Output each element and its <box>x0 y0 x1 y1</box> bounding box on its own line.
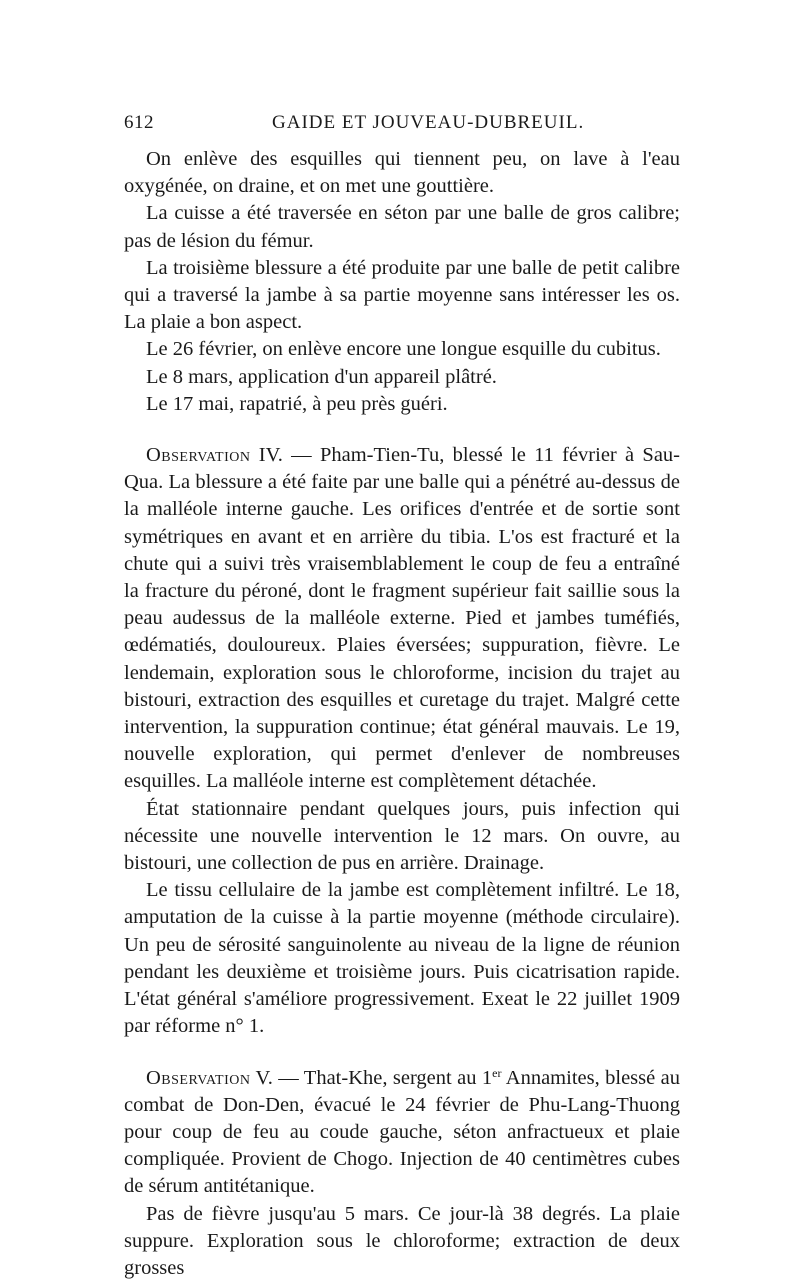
observation-label: Observation <box>146 444 251 467</box>
paragraph: On enlève des esquilles qui tiennent peu, on lave à l'eau oxygénée, on draine, et on met une gouttière. <box>124 148 680 198</box>
paragraph: La cuisse a été traversée en séton par une balle de gros calibre; pas de lésion du fémur. <box>124 202 680 252</box>
observation-v-text-end: Annamites, blessé au combat de Don-Den, évacué le 24 février de Phu-Lang-Thuong pour coup de feu au coude gauche, séton anfractueux et plaie compliquée. Provient de Chogo. Injection de 40 centimètres cubes de sérum antitétanique. <box>124 1066 680 1198</box>
paragraph: Le tissu cellulaire de la jambe est complètement infiltré. Le 18, amputation de la cuisse à la partie moyenne (méthode circulaire). Un peu de sérosité sanguinolente au niveau de la ligne de réunion pendant les deuxième et troisième jours. Puis cicatrisation rapide. L'état général s'améliore progressivement. Exeat le 22 juillet 1909 par réforme n° 1. <box>124 879 680 1038</box>
paragraph: La troisième blessure a été produite par une balle de petit calibre qui a traversé la jambe à sa partie moyenne sans intéresser les os. La plaie a bon aspect. <box>124 256 680 334</box>
paragraph: Le 26 février, on enlève encore une longue esquille du cubitus. <box>146 338 661 361</box>
paragraph: Pas de fièvre jusqu'au 5 mars. Ce jour-là 38 degrés. La plaie suppure. Exploration sous le chloroforme; extraction de deux grosses <box>124 1202 680 1279</box>
body-text <box>124 146 680 1282</box>
running-title: GAIDE ET JOUVEAU-DUBREUIL. <box>272 112 585 133</box>
observation-v-text-start: V. — That-Khe, sergent au 1 <box>250 1066 493 1089</box>
page-header <box>124 112 680 142</box>
paragraph: Le 17 mai, rapatrié, à peu près guéri. <box>146 392 448 415</box>
paragraph: État stationnaire pendant quelques jours, puis infection qui nécessite une nouvelle intervention le 12 mars. On ouvre, au bistouri, une collection de pus en arrière. Drainage. <box>124 797 680 875</box>
observation-iv-text: IV. — Pham-Tien-Tu, blessé le 11 février à Sau-Qua. La blessure a été faite par une balle qui a pénétré au-dessus de la malléole interne gauche. Les orifices d'entrée et de sortie sont symétriques en avant et en arrière du tibia. L'os est fracturé et la chute qui a suivi très vraisemblablement le coup de feu a entraîné la fracture du péroné, dont le fragment supérieur fait saillie sous la peau audessus de la malléole externe. Pied et jambes tuméfiés, œdématiés, douloureux. Plaies éversées; suppuration, fièvre. Le lendemain, exploration sous le chloroforme, incision du trajet au bistouri, extraction des esquilles et curetage du trajet. Malgré cette intervention, la suppuration continue; état général mauvais. Le 19, nouvelle exploration, qui permet d'enlever de nombreuses esquilles. La malléole interne est complètement détachée. <box>124 444 680 793</box>
observation-iv-paragraph <box>124 442 680 796</box>
observation-v-paragraph <box>124 1065 680 1201</box>
ordinal-superscript: er <box>492 1065 502 1080</box>
paragraph: Le 8 mars, application d'un appareil plâtré. <box>146 365 497 388</box>
page-number: 612 <box>124 112 154 133</box>
observation-label: Observation <box>146 1066 251 1089</box>
